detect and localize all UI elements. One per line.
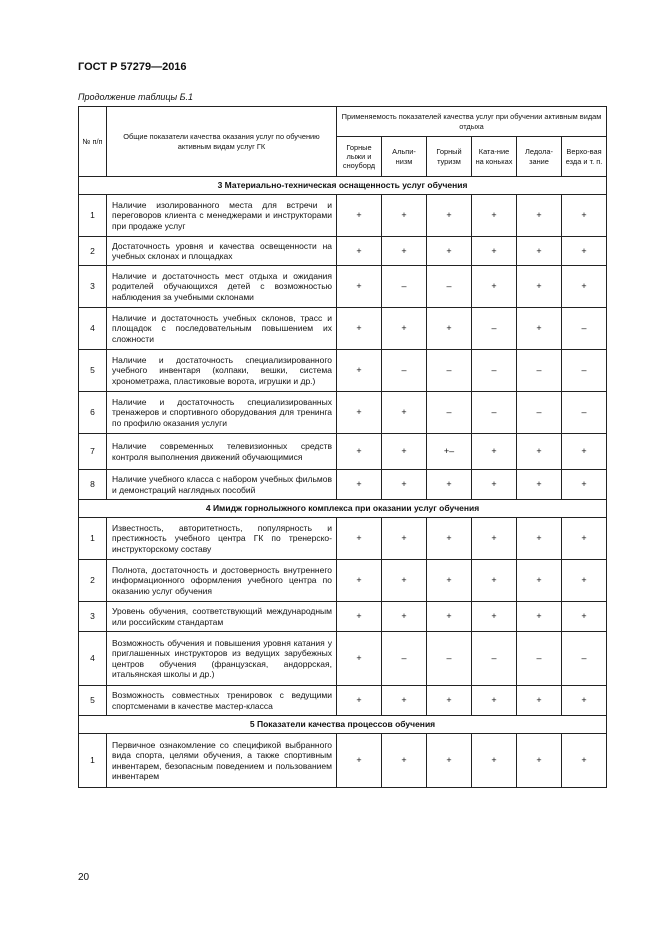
applicability-mark: –: [562, 308, 607, 350]
applicability-mark: +: [472, 734, 517, 788]
row-number: 2: [79, 560, 107, 602]
page-number: 20: [78, 872, 90, 883]
section-header-row: [79, 500, 607, 518]
applicability-mark: +: [427, 602, 472, 632]
applicability-mark: –: [382, 350, 427, 392]
applicability-mark: –: [427, 632, 472, 686]
applicability-mark: +: [427, 734, 472, 788]
col-indicator-header: Общие показатели качества оказания услуг по обучению активным видам услуг ГК: [107, 107, 337, 177]
row-number: 1: [79, 518, 107, 560]
applicability-mark: +: [382, 734, 427, 788]
indicator-text: Наличие учебного класса с набором учебных фильмов и демонстраций наглядных пособий: [107, 470, 337, 500]
applicability-mark: –: [472, 308, 517, 350]
applicability-mark: +: [517, 266, 562, 308]
applicability-mark: +: [517, 470, 562, 500]
applicability-mark: –: [562, 350, 607, 392]
indicator-text: Уровень обучения, соответствующий международным или российским стандартам: [107, 602, 337, 632]
applicability-mark: +: [427, 470, 472, 500]
section-title: 5 Показатели качества процессов обучения: [79, 716, 607, 734]
applicability-mark: +: [337, 560, 382, 602]
applicability-mark: +: [517, 237, 562, 266]
applicability-mark: +: [472, 434, 517, 470]
indicator-text: Наличие и достаточность учебных склонов, трасс и площадок с последовательным повышением их сложности: [107, 308, 337, 350]
applicability-mark: +: [517, 308, 562, 350]
applicability-mark: +: [562, 470, 607, 500]
indicator-text: Наличие изолированного места для встречи и переговоров клиента с менеджерами и инструкторами при продаже услуг: [107, 195, 337, 237]
applicability-mark: +: [382, 560, 427, 602]
applicability-mark: +: [382, 686, 427, 716]
row-number: 4: [79, 632, 107, 686]
applicability-mark: +: [517, 195, 562, 237]
col-sport-header: Альпи-низм: [382, 137, 427, 177]
applicability-mark: +: [382, 392, 427, 434]
row-number: 3: [79, 602, 107, 632]
applicability-mark: +: [472, 237, 517, 266]
table-continuation-label: Продолжение таблицы Б.1: [78, 92, 194, 102]
table-row: [79, 632, 607, 686]
applicability-mark: +: [427, 560, 472, 602]
applicability-mark: –: [562, 632, 607, 686]
indicator-text: Полнота, достаточность и достоверность внутреннего информационного оформления учебного центра по оказанию услуг обучения: [107, 560, 337, 602]
applicability-mark: –: [427, 392, 472, 434]
row-number: 1: [79, 734, 107, 788]
indicator-text: Наличие современных телевизионных средств контроля выполнения движений обучающимися: [107, 434, 337, 470]
applicability-mark: +: [427, 686, 472, 716]
row-number: 7: [79, 434, 107, 470]
applicability-mark: +: [562, 518, 607, 560]
row-number: 2: [79, 237, 107, 266]
applicability-mark: +: [337, 237, 382, 266]
row-number: 6: [79, 392, 107, 434]
applicability-mark: +: [472, 602, 517, 632]
col-sport-header: Верхо-вая езда и т. п.: [562, 137, 607, 177]
section-header-row: [79, 177, 607, 195]
applicability-mark: +: [517, 434, 562, 470]
table-row: [79, 237, 607, 266]
table-row: [79, 470, 607, 500]
applicability-mark: +: [472, 470, 517, 500]
applicability-mark: +: [562, 434, 607, 470]
col-sport-header: Горный туризм: [427, 137, 472, 177]
row-number: 5: [79, 686, 107, 716]
col-applicability-header: Применяемость показателей качества услуг при обучении активным видам отдыха: [337, 107, 607, 137]
row-number: 3: [79, 266, 107, 308]
indicator-text: Достаточность уровня и качества освещенности на учебных склонах и площадках: [107, 237, 337, 266]
applicability-mark: +: [427, 237, 472, 266]
applicability-mark: –: [427, 266, 472, 308]
applicability-mark: +: [337, 266, 382, 308]
applicability-mark: +: [562, 734, 607, 788]
table-row: [79, 350, 607, 392]
applicability-mark: +: [562, 602, 607, 632]
applicability-mark: +: [472, 195, 517, 237]
applicability-mark: +: [337, 434, 382, 470]
applicability-mark: +: [337, 392, 382, 434]
indicator-text: Наличие и достаточность специализированного учебного инвентаря (колпаки, вешки, система хронометража, пластиковые ворота, игрушки и др.): [107, 350, 337, 392]
table-row: [79, 734, 607, 788]
applicability-mark: +: [337, 518, 382, 560]
indicator-text: Возможность обучения и повышения уровня катания у приглашенных инструкторов из ведущих зарубежных центров обучения (французская, андоррская, итальянская школы и др.): [107, 632, 337, 686]
applicability-mark: +–: [427, 434, 472, 470]
applicability-mark: +: [382, 308, 427, 350]
applicability-mark: –: [472, 350, 517, 392]
applicability-mark: –: [517, 632, 562, 686]
applicability-mark: +: [337, 686, 382, 716]
applicability-mark: +: [337, 350, 382, 392]
table-row: [79, 266, 607, 308]
applicability-mark: +: [337, 308, 382, 350]
applicability-mark: –: [382, 266, 427, 308]
applicability-mark: +: [382, 602, 427, 632]
applicability-mark: +: [427, 518, 472, 560]
applicability-mark: +: [382, 518, 427, 560]
applicability-mark: +: [517, 518, 562, 560]
col-number-header: № п/п: [79, 107, 107, 177]
table-row: [79, 434, 607, 470]
row-number: 8: [79, 470, 107, 500]
applicability-mark: +: [562, 560, 607, 602]
row-number: 4: [79, 308, 107, 350]
applicability-mark: +: [472, 518, 517, 560]
table-row: [79, 602, 607, 632]
indicator-text: Известность, авторитетность, популярность и престижность учебного центра ГК по тренерско-инструкторскому составу: [107, 518, 337, 560]
applicability-mark: +: [382, 195, 427, 237]
section-title: 4 Имидж горнолыжного комплекса при оказании услуг обучения: [79, 500, 607, 518]
section-title: 3 Материально-техническая оснащенность услуг обучения: [79, 177, 607, 195]
indicator-text: Возможность совместных тренировок с ведущими спортсменами в качестве мастер-класса: [107, 686, 337, 716]
table-row: [79, 686, 607, 716]
applicability-mark: +: [562, 195, 607, 237]
applicability-mark: +: [472, 560, 517, 602]
applicability-mark: +: [382, 434, 427, 470]
applicability-mark: –: [472, 392, 517, 434]
applicability-mark: +: [472, 266, 517, 308]
applicability-mark: +: [427, 195, 472, 237]
applicability-mark: +: [472, 686, 517, 716]
applicability-mark: +: [337, 602, 382, 632]
applicability-mark: +: [517, 734, 562, 788]
table-row: [79, 308, 607, 350]
indicator-text: Первичное ознакомление со спецификой выбранного вида спорта, целями обучения, а также спортивным инвентарем, безопасным поведением и пользованием инвентарем: [107, 734, 337, 788]
applicability-mark: +: [382, 237, 427, 266]
col-sport-header: Горные лыжи и сноуборд: [337, 137, 382, 177]
applicability-mark: –: [517, 392, 562, 434]
table-row: [79, 392, 607, 434]
applicability-mark: +: [517, 686, 562, 716]
quality-indicators-table: [78, 106, 607, 788]
table-row: [79, 195, 607, 237]
indicator-text: Наличие и достаточность мест отдыха и ожидания родителей обучающихся детей с возможностью наблюдения за учебными склонами: [107, 266, 337, 308]
row-number: 5: [79, 350, 107, 392]
applicability-mark: +: [337, 195, 382, 237]
table-row: [79, 518, 607, 560]
applicability-mark: +: [517, 560, 562, 602]
applicability-mark: +: [337, 470, 382, 500]
section-header-row: [79, 716, 607, 734]
applicability-mark: +: [562, 237, 607, 266]
applicability-mark: –: [472, 632, 517, 686]
applicability-mark: +: [562, 686, 607, 716]
col-sport-header: Ката-ние на коньках: [472, 137, 517, 177]
table-row: [79, 560, 607, 602]
col-sport-header: Ледола-зание: [517, 137, 562, 177]
applicability-mark: +: [337, 632, 382, 686]
applicability-mark: –: [427, 350, 472, 392]
applicability-mark: +: [427, 308, 472, 350]
applicability-mark: –: [562, 392, 607, 434]
applicability-mark: +: [562, 266, 607, 308]
applicability-mark: +: [382, 470, 427, 500]
applicability-mark: –: [382, 632, 427, 686]
applicability-mark: +: [517, 602, 562, 632]
indicator-text: Наличие и достаточность специализированных тренажеров и спортивного оборудования для тренинга по профилю оказания услуги: [107, 392, 337, 434]
applicability-mark: +: [337, 734, 382, 788]
row-number: 1: [79, 195, 107, 237]
document-title: ГОСТ Р 57279—2016: [78, 61, 187, 73]
applicability-mark: –: [517, 350, 562, 392]
